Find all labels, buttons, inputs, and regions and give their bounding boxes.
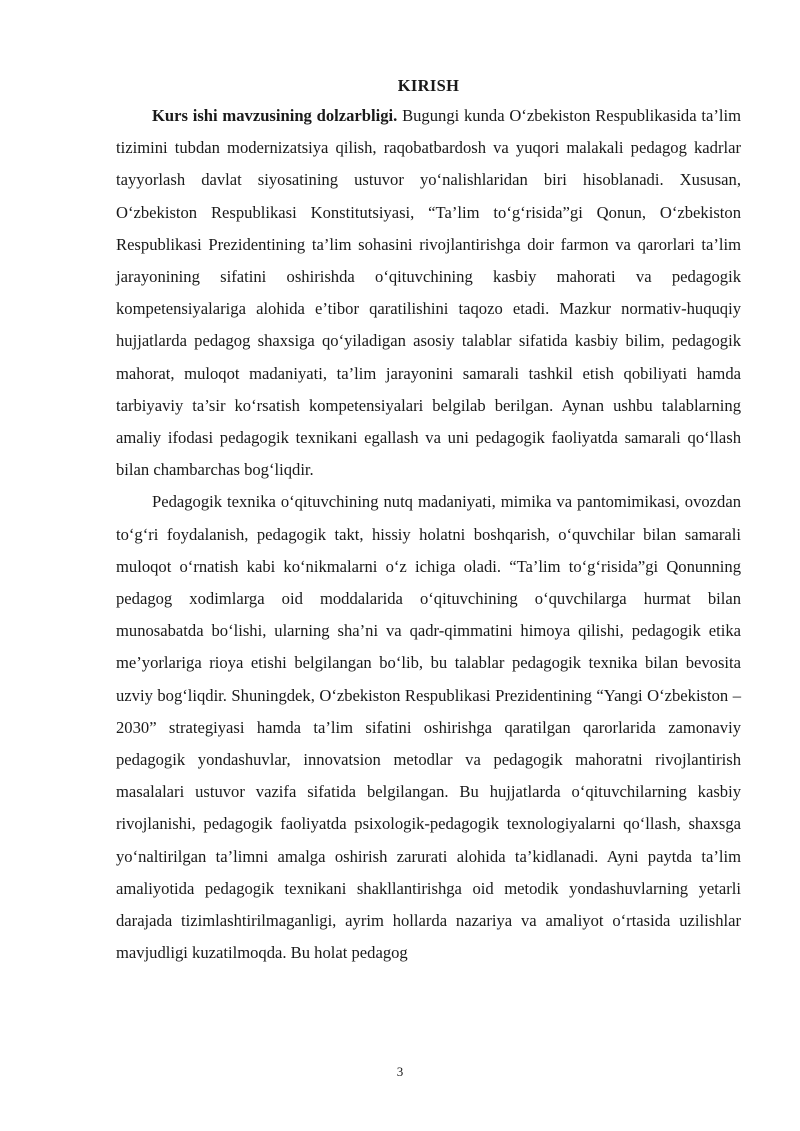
page-content: [116, 76, 741, 969]
paragraph-lead: Kurs ishi mavzusining dolzarbligi.: [152, 106, 398, 125]
paragraph-pedagogical-technique: Pedagogik texnika o‘qituvchining nutq madaniyati, mimika va pantomimikasi, ovozdan to‘g‘ri foydalanish, pedagogik takt, hissiy holatni boshqarish, o‘quvchilar bilan samarali muloqot o‘rnatish kabi ko‘nikmalarni o‘z ichiga oladi. “Ta’lim to‘g‘risida”gi Qonunning pedagog xodimlarga oid moddalarida o‘qituvchining o‘quvchilarga hurmat bilan munosabatda bo‘lishi, ularning sha’ni va qadr-qimmatini himoya qilishi, pedagogik etika me’yorlariga rioya etishi belgilangan bo‘lib, bu talablar pedagogik texnika bilan bevosita uzviy bog‘liqdir. Shuningdek, O‘zbekiston Respublikasi Prezidentining “Yangi O‘zbekiston – 2030” strategiyasi hamda ta’lim sifatini oshirishga qaratilgan qarorlarida zamonaviy pedagogik yondashuvlar, innovatsion metodlar va pedagogik mahoratni rivojlantirish masalalari ustuvor vazifa sifatida belgilangan. Bu hujjatlarda o‘qituvchilarning kasbiy rivojlanishi, pedagogik faoliyatda psixologik-pedagogik texnologiyalarni qo‘llash, shaxsga yo‘naltirilgan ta’limni amalga oshirish zarurati alohida ta’kidlanadi. Ayni paytda ta’lim amaliyotida pedagogik texnikani shakllantirishga oid metodik yondashuvlarning yetarli darajada tizimlashtirilmaganligi, ayrim hollarda nazariya va amaliyot o‘rtasida uzilishlar mavjudligi kuzatilmoqda. Bu holat pedagog: [116, 492, 741, 963]
paragraph-body: Bugungi kunda O‘zbekiston Respublikasida ta’lim tizimini tubdan modernizatsiya qilish, raqobatbardosh va yuqori malakali pedagog kadrlar tayyorlash davlat siyosatining ustuvor yo‘nalishlaridan biri hisoblanadi. Xususan, O‘zbekiston Respublikasi Konstitutsiyasi, “Ta’lim to‘g‘risida”gi Qonun, O‘zbekiston Respublikasi Prezidentining ta’lim sohasini rivojlantirishga doir farmon va qarorlari ta’lim jarayonining sifatini oshirishda o‘qituvchining kasbiy mahorati va pedagogik kompetensiyalariga alohida e’tibor qaratilishini taqozo etadi. Mazkur normativ-huquqiy hujjatlarda pedagog shaxsiga qo‘yiladigan asosiy talablar sifatida kasbiy bilim, pedagogik mahorat, muloqot madaniyati, ta’lim jarayonini samarali tashkil etish qobiliyati hamda tarbiyaviy ta’sir ko‘rsatish kompetensiyalari belgilab berilgan. Aynan ushbu talablarning amaliy ifodasi pedagogik texnikani egallash va uni pedagogik faoliyatda samarali qo‘llash bilan chambarchas bog‘liqdir.: [116, 106, 741, 480]
paragraph-relevance: [116, 100, 741, 486]
page-number: 3: [396, 1064, 404, 1079]
page-title: KIRISH: [397, 76, 460, 95]
